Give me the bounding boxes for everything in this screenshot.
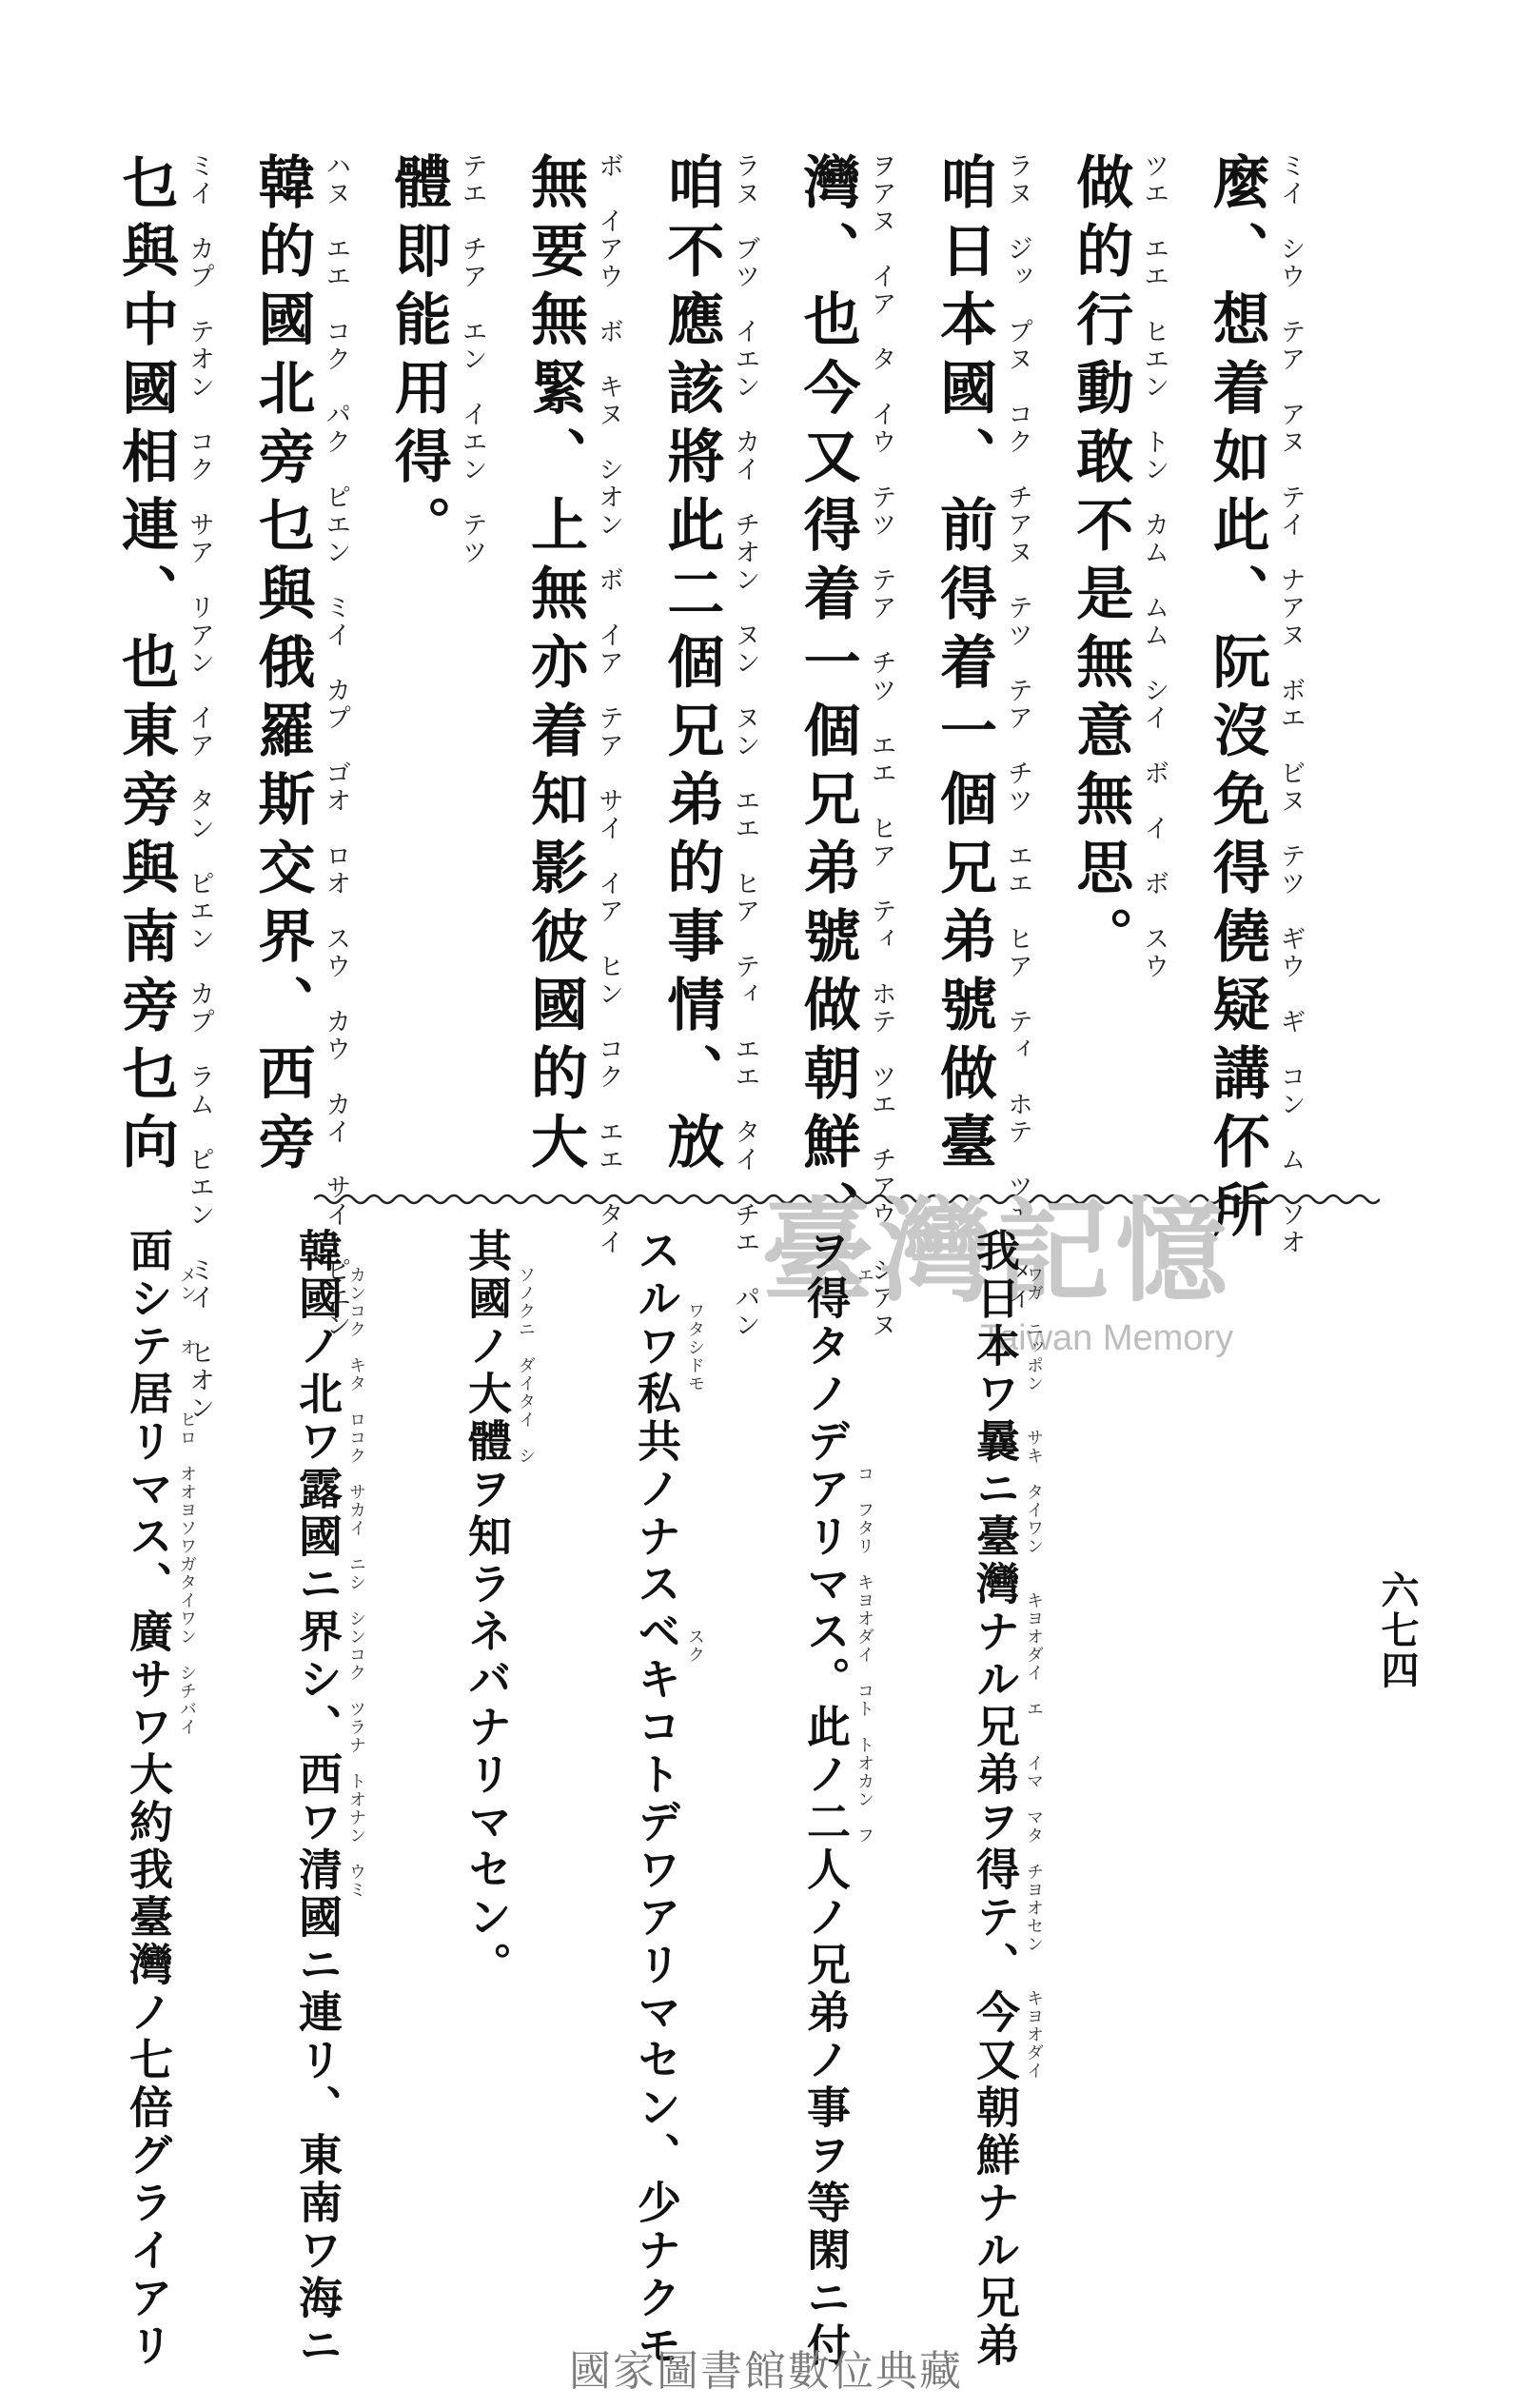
japanese-translation-block [123, 1228, 1075, 2370]
translation-column [462, 1228, 567, 2237]
kana-reading: エ コ フタリ キヨオダイ コト トオカン フ [854, 1266, 874, 1845]
kana-reading: ワガ ニッポン サキ タイワン キヨオダイ エ イマ マタ チヨオセン キヨオダイ [1024, 1266, 1044, 2080]
kana-reading: ミイ シウ テア アヌ テイ ナアヌ ボエ ビヌ テツ ギウ ギ コン ム ソオ [1275, 152, 1306, 1256]
kana-reading: テエ チア エン イエン テツ [457, 152, 487, 566]
kana-reading: ラヌ ブツ イエン カイ チオン ヌン ヌン エエ ヒア ティ エエ タイ チエ パン [730, 152, 760, 1339]
watermark-cjk: 臺灣記憶 [761, 1185, 1234, 1317]
text-column [1069, 152, 1205, 1152]
column-text: 灣、也今又得着一個兄弟號做朝鮮、 [794, 152, 861, 1249]
text-column [384, 152, 523, 1152]
translation-column [631, 1228, 737, 2370]
text-column [658, 152, 795, 1339]
page-number: 六七四 [1375, 1570, 1420, 1690]
column-text: 我日本ワ曩ニ臺灣ナル兄弟ヲ得テ、今又朝鮮ナル兄弟 [970, 1228, 1021, 2370]
column-text: 咱日本國、前得着一個兄弟號做臺 [930, 152, 997, 1180]
text-column [930, 152, 1069, 1312]
column-text: 做的行動敢不是無意無思。 [1067, 152, 1134, 975]
kana-reading: ツエ エエ ヒエン トン カム ムム シイ ボ イ ボ スウ [1139, 152, 1169, 980]
column-text: 其國ノ大體ヲ知ラネバナリマセン。 [462, 1228, 513, 1989]
column-text: ヲ得タノデアリマス。此ノ二人ノ兄弟ノ事ヲ等閑ニ付 [800, 1228, 852, 2370]
translation-column [800, 1228, 906, 2370]
column-text: 面シテ居リマス、廣サワ大約我臺灣ノ七倍グライアリ [123, 1228, 174, 2370]
kana-reading: ソノクニ ダイタイ シ [516, 1266, 536, 1465]
column-text: スルワ私共ノナスベキコトデワアリマセン、少ナクモ [631, 1228, 682, 2370]
text-column [112, 152, 250, 1422]
column-text: 無要無緊、上無亦着知影彼國的大 [520, 152, 588, 1180]
kana-reading: ミイ カプ テオン コク サア リアン イア タン ピエン カプ ラム ピエン ミイ ヒオン [185, 152, 214, 1422]
kana-reading: ワタシドモ スク [685, 1266, 705, 1664]
column-text: 麼、想着如此、阮沒免得僥疑講伓所 [1203, 152, 1270, 1249]
kana-reading: ラヌ ジッ プヌ コク チアヌ テツ テア チツ エエ ヒア ティ ホテ ツエ タイ [1002, 152, 1032, 1312]
watermark-english: Taiwan Memory [980, 1318, 1234, 1358]
column-text: 咱不應該將此二個兄弟的事情、放 [658, 152, 725, 1180]
kana-reading: カンコク キタ ロコク サカイ ニシ シンコク ツラナ トオナン ウミ [346, 1266, 366, 1899]
column-text: 韓國ノ北ワ露國ニ界シ、西ワ清國ニ連リ、東南ワ海ニ [292, 1228, 344, 2370]
kana-reading: メン オ ヒロ オオヨソワガタイワン シチバイ [177, 1266, 197, 1736]
text-column [1203, 152, 1342, 1256]
kana-reading: ハヌ エエ コク パク ピエン ミイ カプ ゴオ ロオ スウ カウ カイ サイ ピエン [321, 152, 351, 1339]
text-column [794, 152, 933, 1339]
translation-column [123, 1228, 228, 2370]
kana-reading: ボ イアウ ボ キヌ シオン ボ イア テア サイ イア ヒン コク エエ タイ [593, 152, 623, 1256]
translation-column [970, 1228, 1075, 2370]
text-column [520, 152, 659, 1256]
text-column [248, 152, 386, 1339]
column-text: 乜與中國相連、也東旁與南旁乜向 [112, 152, 179, 1180]
column-text: 韓的國北旁乜與俄羅斯交界、西旁 [248, 152, 316, 1180]
library-footer: 國家圖書館數位典藏 [569, 2347, 963, 2396]
translation-column [292, 1228, 398, 2370]
kana-reading: ヲアヌ イア タ イウ テツ テア チツ エエ ヒア ティ ホテ ツエ チアウ シアヌ [866, 152, 896, 1339]
column-text: 體即能用得。 [384, 152, 452, 563]
